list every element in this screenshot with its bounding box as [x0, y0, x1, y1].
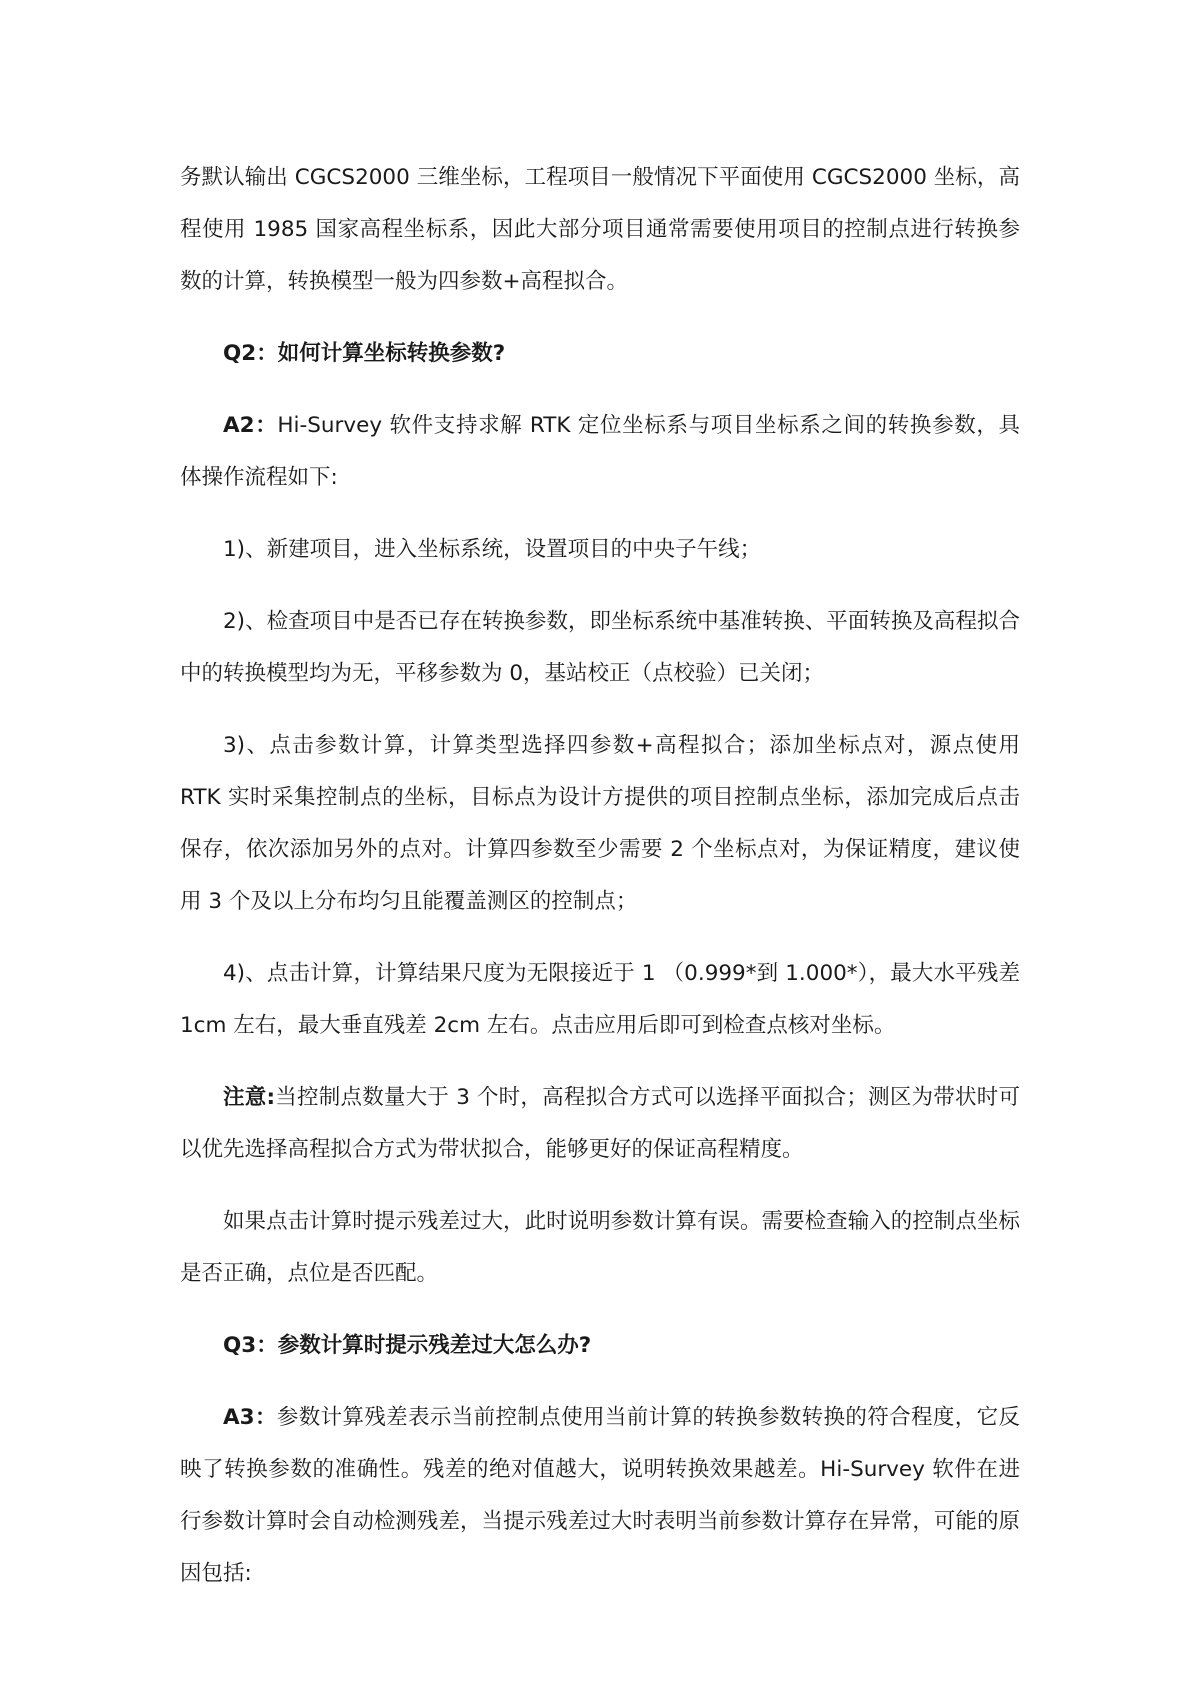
residual-paragraph: 如果点击计算时提示残差过大，此时说明参数计算有误。需要检查输入的控制点坐标是否正确，点位是否匹配。 [180, 1209, 1020, 1286]
note-paragraph [180, 1072, 1020, 1176]
step-4-paragraph: 4)、点击计算，计算结果尺度为无限接近于 1 （0.999*到 1.000*），最大水平残差 1cm 左右，最大垂直残差 2cm 左右。点击应用后即可到检查点核对坐标。 [180, 961, 1020, 1038]
note-text: 当控制点数量大于 3 个时，高程拟合方式可以选择平面拟合；测区为带状时可以优先选择高程拟合方式为带状拟合，能够更好的保证高程精度。 [180, 1085, 1020, 1162]
a2-paragraph [180, 400, 1020, 504]
a3-paragraph [180, 1392, 1020, 1600]
a2-text: Hi-Survey 软件支持求解 RTK 定位坐标系与项目坐标系之间的转换参数，具体操作流程如下: [180, 413, 1020, 490]
a3-label: A3： [223, 1405, 277, 1430]
q3-heading: Q3：参数计算时提示残差过大怎么办? [223, 1333, 592, 1358]
step-3-paragraph: 3)、点击参数计算，计算类型选择四参数+高程拟合；添加坐标点对，源点使用 RTK 实时采集控制点的坐标，目标点为设计方提供的项目控制点坐标，添加完成后点击保存，依次添加另外的点对。计算四参数至少需要 2 个坐标点对，为保证精度，建议使用 3 个及以上分布均匀且能覆盖测区的控制点； [180, 733, 1020, 914]
intro-paragraph: 务默认输出 CGCS2000 三维坐标，工程项目一般情况下平面使用 CGCS2000 坐标，高程使用 1985 国家高程坐标系，因此大部分项目通常需要使用项目的控制点进行转换参数的计算，转换模型一般为四参数+高程拟合。 [180, 165, 1020, 294]
step-2-paragraph: 2)、检查项目中是否已存在转换参数，即坐标系统中基准转换、平面转换及高程拟合中的转换模型均为无，平移参数为 0，基站校正（点校验）已关闭； [180, 609, 1020, 686]
document-body [180, 152, 1020, 1600]
note-label: 注意: [223, 1085, 276, 1110]
step-1-paragraph: 1)、新建项目，进入坐标系统，设置项目的中央子午线； [223, 537, 762, 562]
q2-heading: Q2：如何计算坐标转换参数? [223, 341, 506, 366]
a3-text: 参数计算残差表示当前控制点使用当前计算的转换参数转换的符合程度，它反映了转换参数的准确性。残差的绝对值越大，说明转换效果越差。Hi-Survey 软件在进行参数计算时会自动检测残差，当提示残差过大时表明当前参数计算存在异常，可能的原因包括: [180, 1405, 1020, 1586]
a2-label: A2： [223, 413, 278, 438]
